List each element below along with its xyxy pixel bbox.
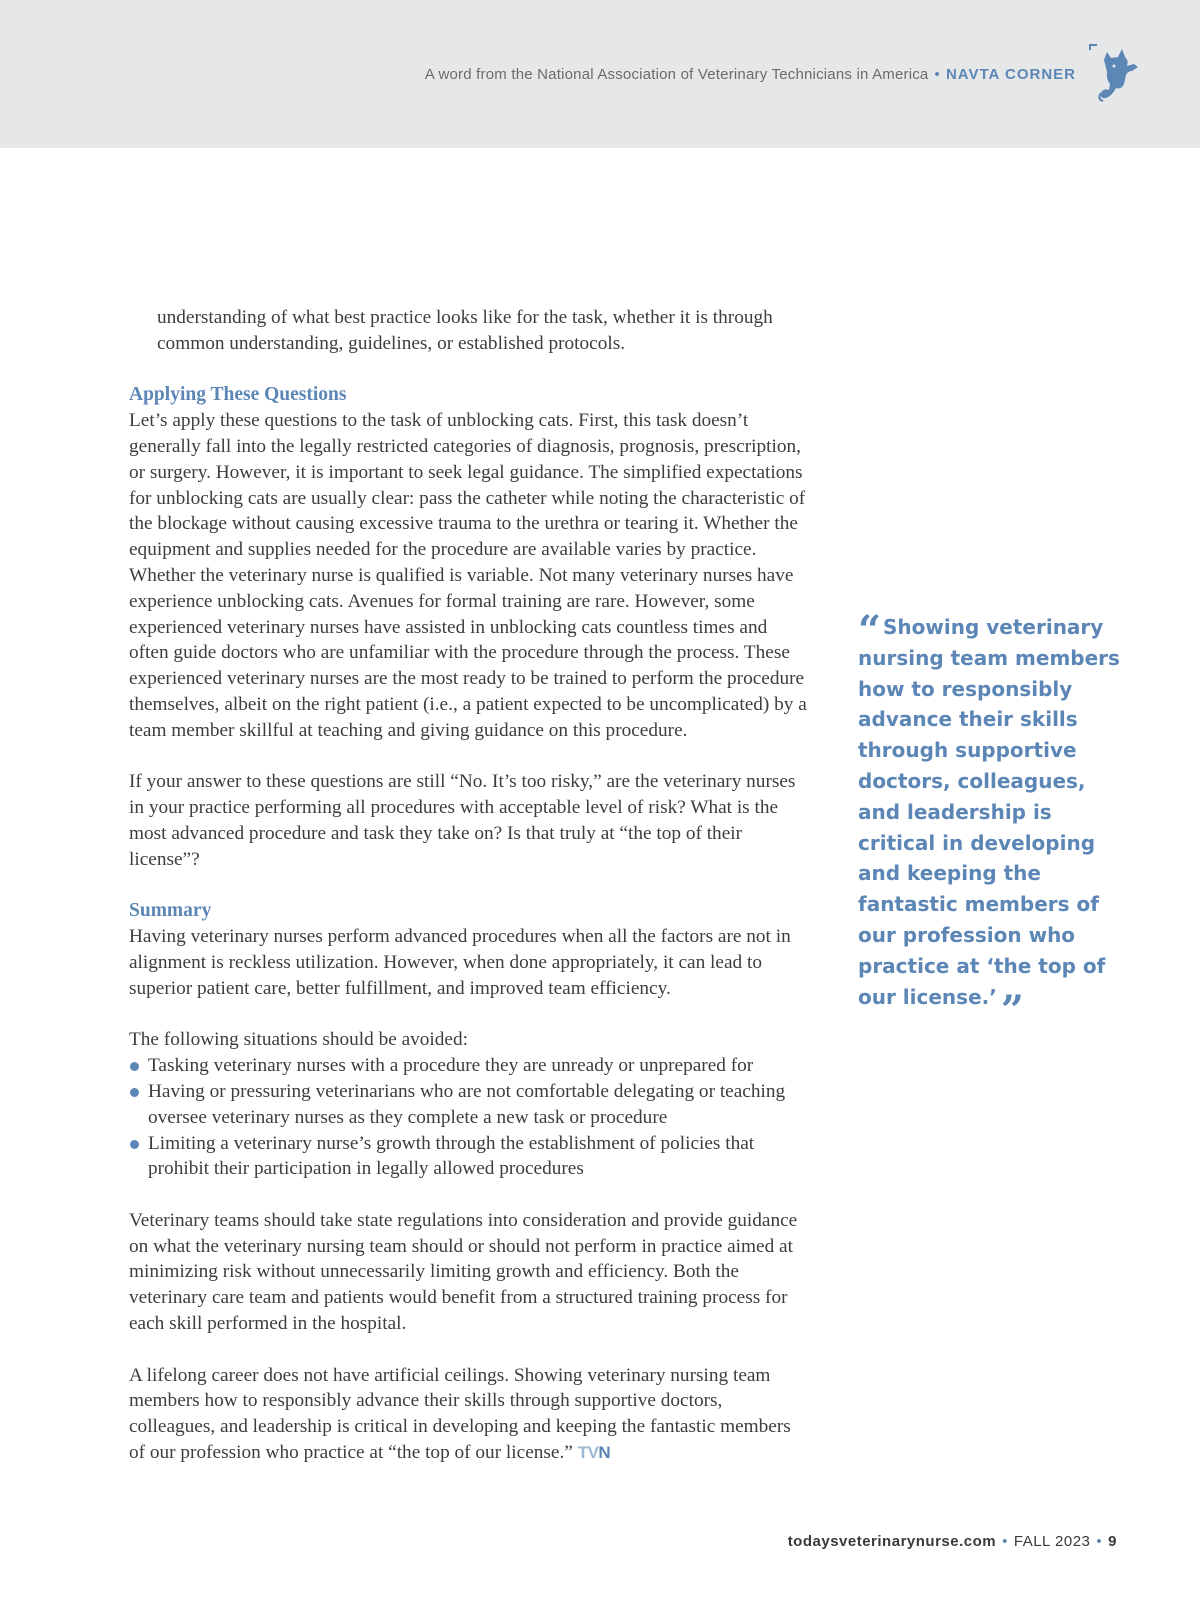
list-intro: The following situations should be avoided: [129, 1029, 468, 1051]
footer-separator: • [1096, 1533, 1103, 1550]
bullet-icon [130, 1140, 139, 1149]
pull-quote-text: Showing veterinary nursing team members how to responsibly advance their skills through supportive doctors, colleagues, and leadership is critical in developing and keeping the fantastic members of our profession who practice at ‘the top of our license.’ [858, 615, 1120, 1009]
body-paragraph: Having veterinary nurses perform advanced procedures when all the factors are not in alignment is reckless utilization. However, when done appropriately, it can lead to superior patient care, better fulfillment, and improved team efficiency. [129, 926, 791, 999]
header-tagline: A word from the National Association of Veterinary Technicians in America [424, 66, 929, 83]
tvn-mark-dark: N [598, 1443, 611, 1463]
section-heading-summary: Summary [129, 900, 212, 922]
section-label: NAVTA CORNER [945, 66, 1076, 83]
body-paragraph: If your answer to these questions are still “No. It’s too risky,” are the veterinary nurses in your practice performing all procedures with acceptable level of risk? What is the most advanced procedure and task they take on? Is that truly at “the top of their license”? [129, 771, 796, 870]
list-item [129, 1131, 809, 1183]
page-number: 9 [1108, 1533, 1117, 1550]
body-paragraph: Veterinary teams should take state regulations into consideration and provide guidance on what the veterinary nursing team should or should not perform in practice aimed at minimizing risk without unnecessarily limiting growth and efficiency. Both the veterinary care team and patients would benefit from a structured training process for each skill performed in the hospital. [129, 1209, 798, 1335]
list-item-text: Having or pressuring veterinarians who are not comfortable delegating or teaching oversee veterinary nurses as they complete a new task or procedure [148, 1080, 786, 1128]
lead-paragraph: understanding of what best practice looks like for the task, whether it is through common understanding, guidelines, or established protocols. [157, 307, 773, 354]
list-item-text: Limiting a veterinary nurse’s growth through the establishment of policies that prohibit their participation in legally allowed procedures [148, 1132, 755, 1180]
section-heading-applying: Applying These Questions [129, 384, 347, 406]
article-body [129, 305, 809, 1492]
body-paragraph: Let’s apply these questions to the task of unblocking cats. First, this task doesn’t generally fall into the legally restricted categories of diagnosis, prognosis, prescription, or surgery. However, it is important to seek legal guidance. The simplified expectations for unblocking cats are usually clear: pass the catheter while noting the characteristic of the blockage without causing excessive trauma to the urethra or tearing it. Whether the equipment and supplies needed for the procedure are available varies by practice. Whether the veterinary nurse is qualified is variable. Not many veterinary nurses have experience unblocking cats. Avenues for formal training are rare. However, some experienced veterinary nurses have assisted in unblocking cats countless times and often guide doctors who are unfamiliar with the procedure through the process. These experienced veterinary nurses are the most ready to be trained to perform the procedure themselves, albeit on the right patient (i.e., a patient expected to be uncomplicated) by a team member skillful at teaching and giving guidance on this procedure. [129, 410, 807, 741]
list-item-text: Tasking veterinary nurses with a procedure they are unready or unprepared for [148, 1055, 754, 1077]
avoid-list [129, 1053, 809, 1182]
navta-logo-icon [1088, 44, 1142, 104]
list-item [129, 1053, 809, 1079]
bullet-icon [130, 1062, 139, 1071]
open-quote-icon: “ [858, 607, 882, 654]
footer-issue: FALL 2023 [1013, 1533, 1091, 1550]
bullet-icon [130, 1088, 139, 1097]
footer-site: todaysveterinarynurse.com [787, 1533, 997, 1550]
header-separator: • [934, 66, 940, 83]
page-header [0, 0, 1200, 148]
close-quote-icon: ” [1000, 986, 1024, 1034]
tvn-mark-light: TV [577, 1443, 599, 1463]
list-item [129, 1079, 809, 1131]
tvn-end-mark [578, 1443, 611, 1462]
final-paragraph-text: A lifelong career does not have artificial ceilings. Showing veterinary nursing team members how to responsibly advance their skills through supportive doctors, colleagues, and leadership is critical in developing and keeping the fantastic members of our profession who practice at “the top of our license.” [129, 1364, 791, 1464]
footer-separator: • [1002, 1533, 1008, 1550]
page-footer [788, 1533, 1117, 1550]
pull-quote [858, 607, 1128, 1034]
header-tagline-line [425, 66, 1076, 83]
final-paragraph [129, 1363, 809, 1466]
